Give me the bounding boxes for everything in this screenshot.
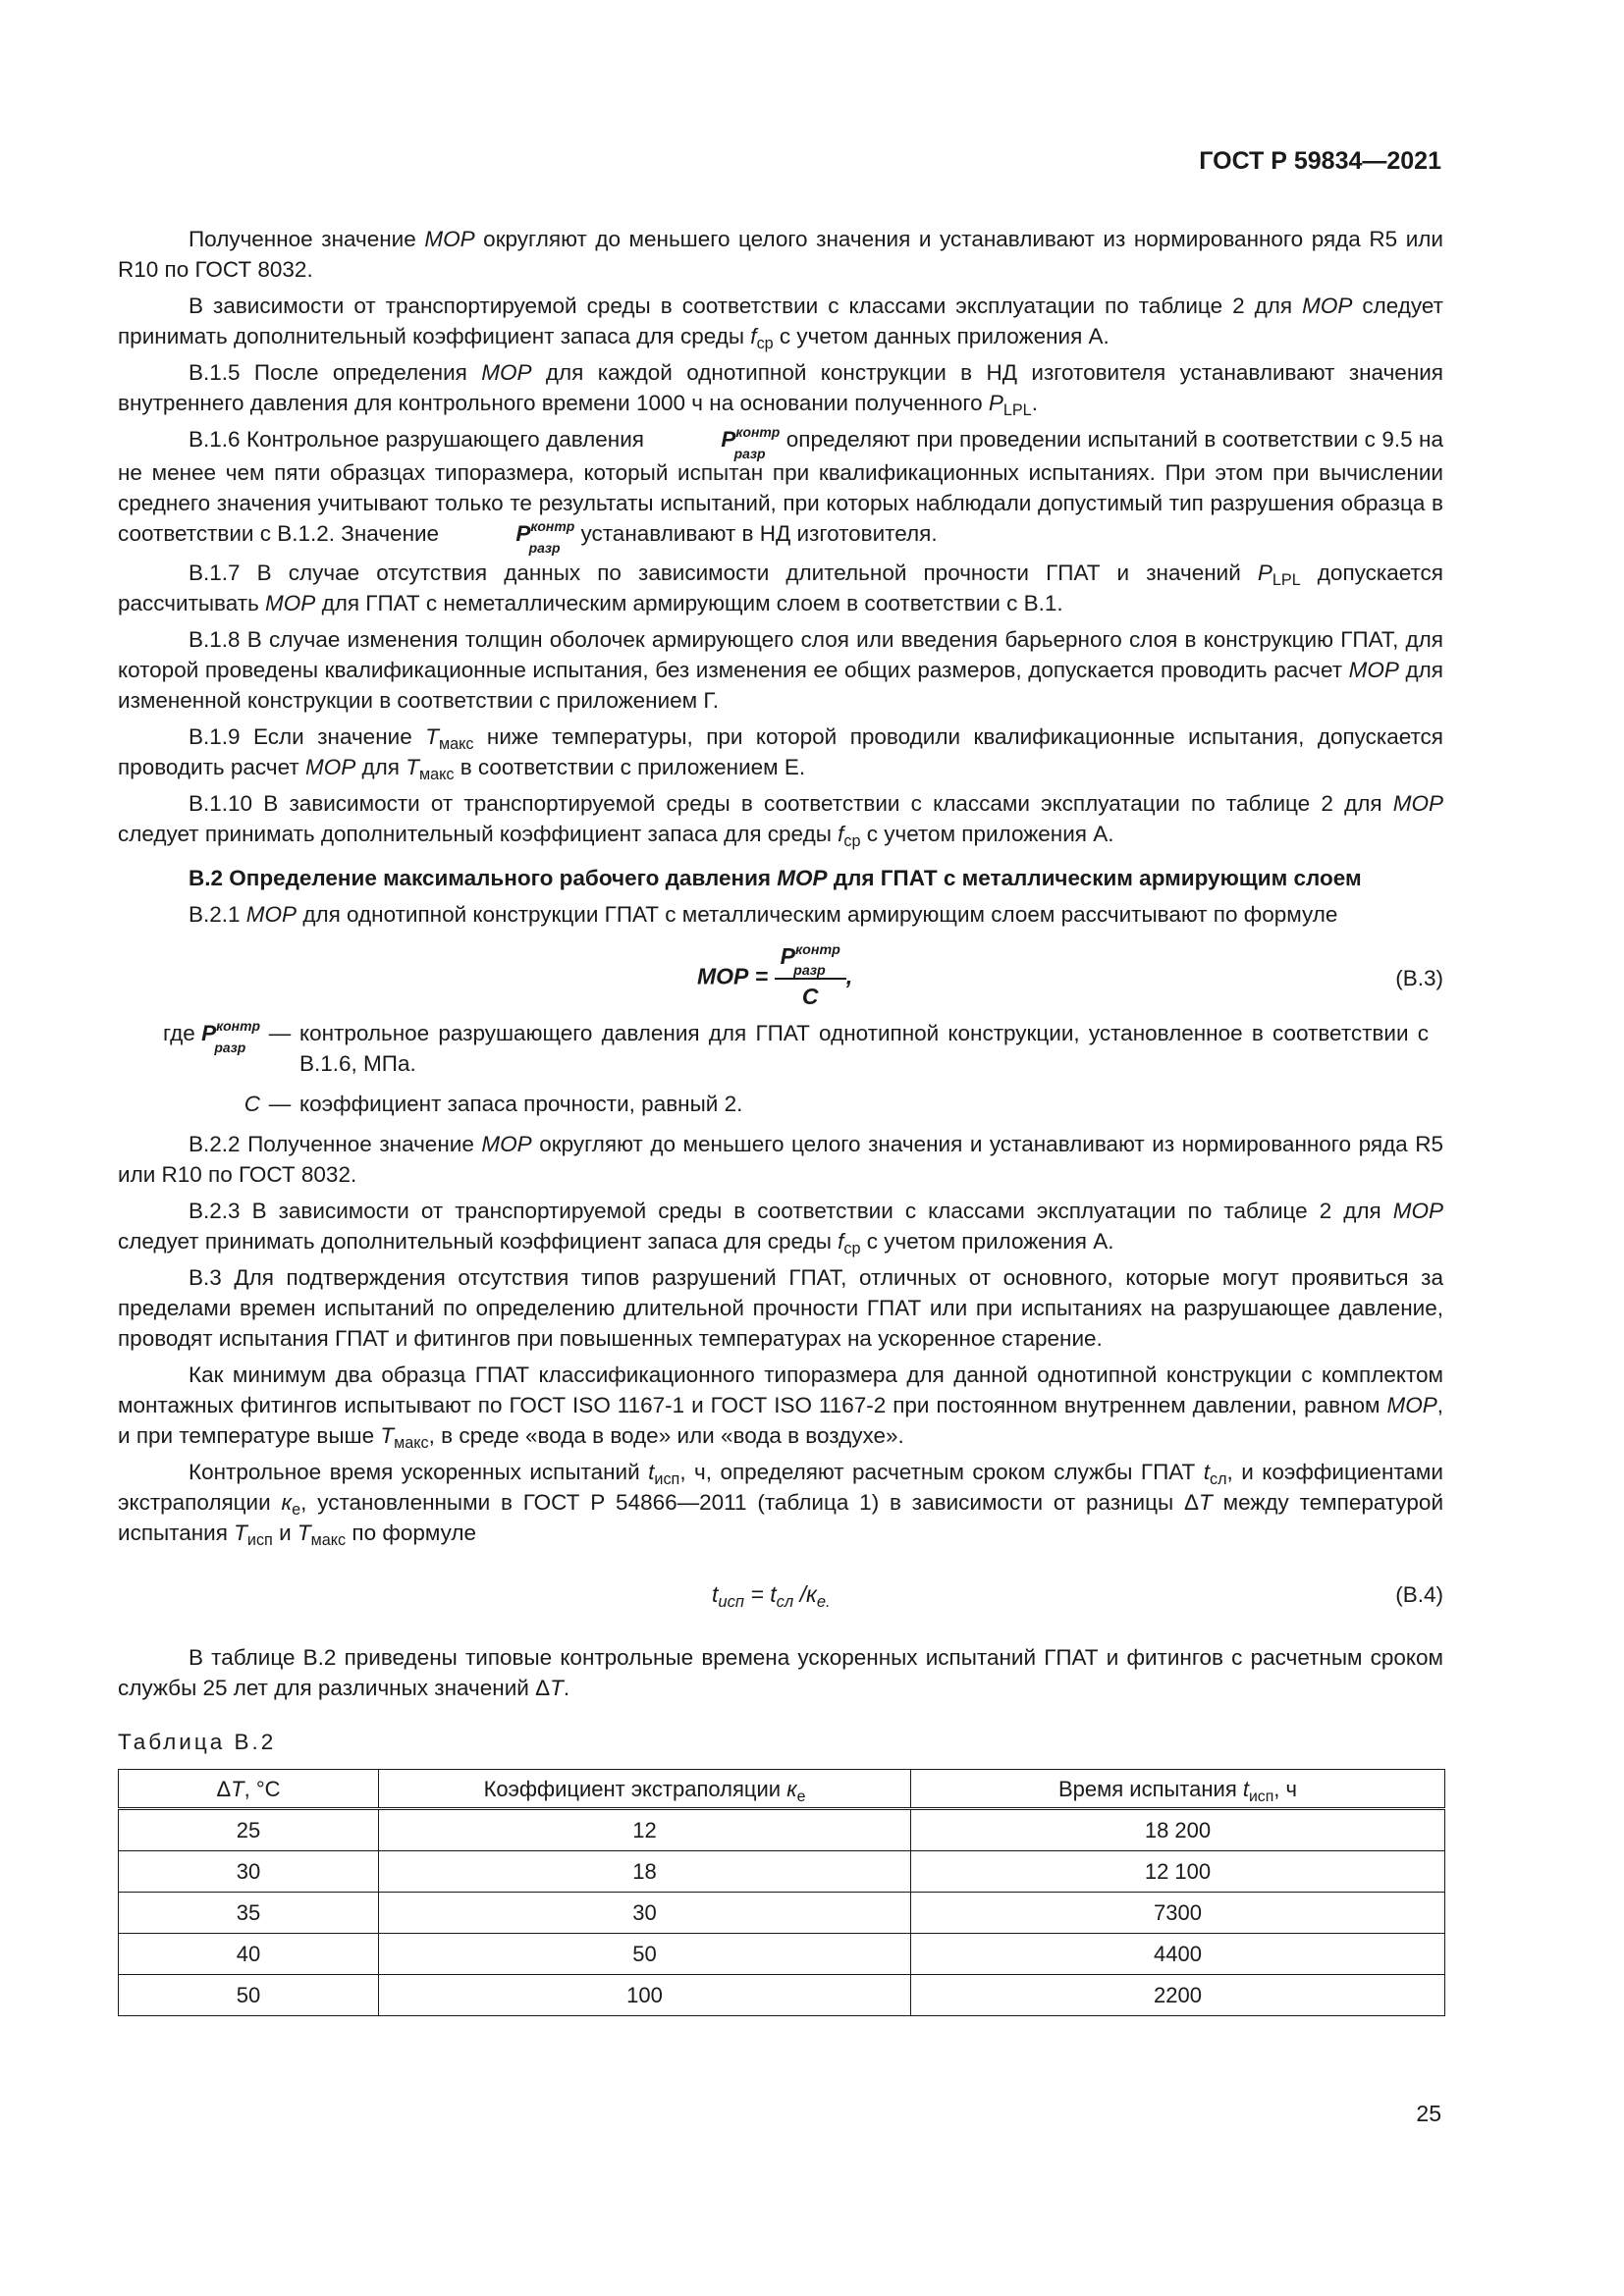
clause-b-1-10: В.1.10 В зависимости от транспортируемой среды в соответствии с классами эксплуатации по таблице 2 для МОР следует принимать дополнительный коэффициент запаса для среды $f_{ср}$ с учетом приложения А. — [118, 791, 1443, 850]
table-cell: 12 100 — [911, 1851, 1445, 1893]
clause-b-2-1: В.2.1 МОР для однотипной конструкции ГПАТ с металлическим армирующим слоем рассчитывают по формуле — [189, 902, 1338, 927]
paragraph: Контрольное время ускоренных испытаний $t_{исп}$, ч, определяют расчетным сроком службы ГПАТ $t_{сл}$, и коэффициентами экстраполяции $к_е$, установленными в ГОСТ Р 54866—2011 (таблица 1) в зависимости от разницы ΔT между температурой испытания $T_{исп}$ и $T_{макс}$ по формуле — [118, 1460, 1444, 1549]
table-row — [119, 1809, 1445, 1851]
clause-b-1-5: В.1.5 После определения МОР для каждой однотипной конструкции в НД изготовителя устанавливают значения внутреннего давления для контрольного времени 1000 ч на основании полученного $P_{LPL}$. — [118, 360, 1443, 419]
table-cell: 25 — [119, 1809, 379, 1851]
table-cell: 50 — [119, 1975, 379, 2016]
table-row — [119, 1934, 1445, 1975]
paragraph: Как минимум два образца ГПАТ классификационного типоразмера для данной однотипной конструкции с комплектом монтажных фитингов испытывают по ГОСТ ISO 1167-1 и ГОСТ ISO 1167-2 при постоянном внутреннем давлении, равном МОР, и при температуре выше $T_{макс}$, в среде «вода в воде» или «вода в воздухе». — [118, 1362, 1443, 1452]
paragraph: Полученное значение МОР округляют до меньшего целого значения и устанавливают из нормированного ряда R5 или R10 по ГОСТ 8032. — [118, 227, 1443, 282]
equation-number: (В.3) — [1395, 966, 1443, 990]
clause-b-1-7: В.1.7 В случае отсутствия данных по зависимости длительной прочности ГПАТ и значений $P_{LPL}$ допускается рассчитывать МОР для ГПАТ с неметаллическим армирующим слоем в соответствии с В.1. — [118, 561, 1443, 615]
section-heading-b-2: В.2 Определение максимального рабочего давления МОР для ГПАТ с металлическим армирующим слоем — [189, 866, 1362, 890]
clause-b-1-8: В.1.8 В случае изменения толщин оболочек армирующего слоя или введения барьерного слоя в конструкцию ГПАТ, для которой проведены квалификационные испытания, без изменения ее общих размеров, допускается проводить расчет МОР для измененной конструкции в соответствии с приложением Г. — [118, 627, 1443, 713]
table-cell: 4400 — [911, 1934, 1445, 1975]
formula-b-4 — [118, 1572, 1443, 1621]
table-caption: Таблица В.2 — [118, 1730, 277, 1754]
p-control-symbol: $P^{контр}$ разр — [721, 424, 781, 461]
clause-b-1-6: В.1.6 Контрольное разрушающего давления $P^{контр}$ разр определяют при проведении испытаний в соответствии с 9.5 на не менее чем пяти образцах типоразмера, который испытан при квалификационных испытаниях. При этом при вычислении среднего значения учитывают только те результаты испытаний, при которых наблюдали допустимый тип разрушения образца в соответствии с В.1.2. Значение $P^{контр}$ разр устанавливают в НД изготовителя. — [118, 424, 1443, 556]
formula-b-3 — [118, 941, 1443, 1010]
table-cell: 18 200 — [911, 1809, 1445, 1851]
table-cell: 7300 — [911, 1893, 1445, 1934]
table-cell: 30 — [119, 1851, 379, 1893]
document-body — [118, 224, 1443, 2016]
standard-header: ГОСТ Р 59834—2021 — [1199, 147, 1441, 175]
p-control-symbol: $P^{контр}$ разр — [515, 518, 575, 556]
table-row — [119, 1851, 1445, 1893]
p-control-symbol: $P^{контр}$ разр — [201, 1018, 260, 1055]
paragraph: В зависимости от транспортируемой среды в соответствии с классами эксплуатации по таблице 2 для МОР следует принимать дополнительный коэффициент запаса для среды $f_{ср}$ с учетом данных приложения А. — [118, 294, 1443, 352]
table-cell: 18 — [379, 1851, 911, 1893]
clause-b-3: В.3 Для подтверждения отсутствия типов разрушений ГПАТ, отличных от основного, которые могут проявиться за пределами времен испытаний по определению длительной прочности ГПАТ или при испытаниях на разрушающее давление, проводят испытания ГПАТ и фитингов при повышенных температурах на ускоренное старение. — [118, 1265, 1443, 1351]
clause-b-2-2: В.2.2 Полученное значение МОР округляют до меньшего целого значения и устанавливают из нормированного ряда R5 или R10 по ГОСТ 8032. — [118, 1132, 1443, 1187]
table-cell: 2200 — [911, 1975, 1445, 2016]
clause-b-1-9: В.1.9 Если значение $T_{макс}$ ниже температуры, при которой проводили квалификационные испытания, допускается проводить расчет МОР для $T_{макс}$ в соответствии с приложением Е. — [118, 724, 1443, 783]
table-cell: 50 — [379, 1934, 911, 1975]
table-cell: 30 — [379, 1893, 911, 1934]
clause-b-2-3: В.2.3 В зависимости от транспортируемой среды в соответствии с классами эксплуатации по таблице 2 для МОР следует принимать дополнительный коэффициент запаса для среды $f_{ср}$ с учетом приложения А. — [118, 1199, 1443, 1257]
legend-row: C — коэффициент запаса прочности, равный 2. — [244, 1092, 743, 1116]
where-legend — [118, 1018, 1443, 1119]
table-cell: 35 — [119, 1893, 379, 1934]
table-header-row — [119, 1770, 1445, 1809]
table-row — [119, 1975, 1445, 2016]
table-b-2 — [118, 1769, 1445, 2016]
paragraph: В таблице В.2 приведены типовые контрольные времена ускоренных испытаний ГПАТ и фитингов с расчетным сроком службы 25 лет для различных значений ΔT. — [118, 1645, 1443, 1700]
formula-expression: $t_{исп} = t_{сл}$ $/к_{е.}$ — [712, 1581, 831, 1611]
column-header: ΔT, °C — [119, 1770, 379, 1809]
page-number: 25 — [1416, 2101, 1441, 2126]
equation-number: (В.4) — [1395, 1582, 1443, 1607]
table-row — [119, 1893, 1445, 1934]
column-header: Коэффициент экстраполяции $к_е$ — [379, 1770, 911, 1809]
formula-expression: МОР = $P^{контр}$ разр C , — [697, 942, 853, 1009]
column-header: Время испытания $t_{исп}$, ч — [911, 1770, 1445, 1809]
table-cell: 12 — [379, 1809, 911, 1851]
table-cell: 40 — [119, 1934, 379, 1975]
legend-row: где $P^{контр}$ разр — контрольное разрушающего давления для ГПАТ однотипной конструкции, установленное в соответствии с В.1.6, МПа. — [162, 1018, 1429, 1076]
table-cell: 100 — [379, 1975, 911, 2016]
